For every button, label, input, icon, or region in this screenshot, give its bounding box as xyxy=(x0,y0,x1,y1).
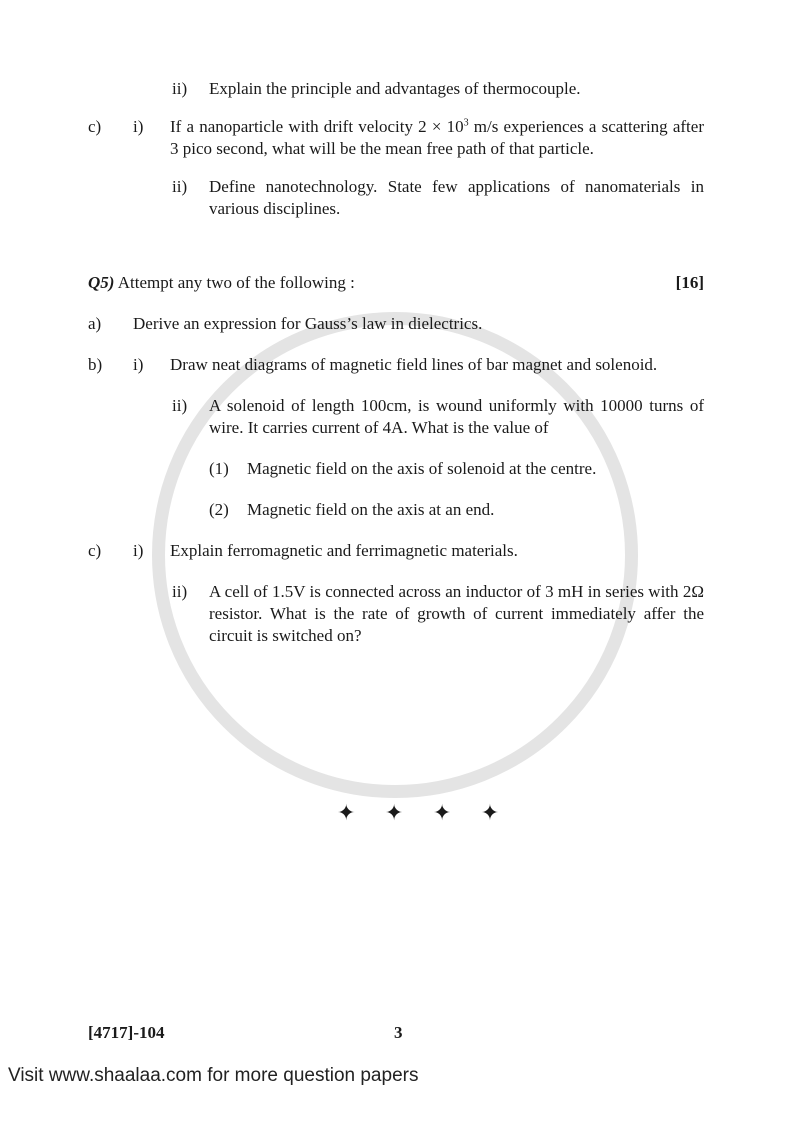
sub-item xyxy=(88,458,704,480)
sub-item-label: (1) xyxy=(209,459,229,478)
item-label: i) xyxy=(133,117,144,136)
item-label: ii) xyxy=(172,177,188,196)
item-label: b) xyxy=(88,355,103,374)
item-label: a) xyxy=(88,314,102,333)
item-label: ii) xyxy=(172,582,188,601)
question-text: Magnetic field on the axis of solenoid at the centre. xyxy=(247,459,597,478)
item-label: c) xyxy=(88,541,102,560)
question-text: Define nanotechnology. State few applications of nanomaterials in various disciplines. xyxy=(209,177,704,218)
item-label: ii) xyxy=(172,79,188,98)
question-item xyxy=(88,78,704,100)
question-text: Draw neat diagrams of magnetic field lines of bar magnet and solenoid. xyxy=(170,355,658,374)
end-stars: ✦ ✦ ✦ ✦ xyxy=(337,800,512,825)
promo-banner[interactable]: Visit www.shaalaa.com for more question papers xyxy=(8,1065,419,1086)
question-marks: [16] xyxy=(675,273,704,292)
item-label: c) xyxy=(88,117,102,136)
question-item xyxy=(88,313,704,335)
question-content xyxy=(88,78,704,647)
page-number: 3 xyxy=(394,1023,403,1042)
question-text: If a nanoparticle with drift velocity $2 \times 10^3$ m/s experiences a scattering after 3 pico second, what will be the mean free path of that particle. xyxy=(170,117,704,158)
question-item xyxy=(88,395,704,439)
question-text: Explain ferromagnetic and ferrimagnetic materials. xyxy=(170,541,518,560)
question-item xyxy=(88,581,704,647)
item-label: ii) xyxy=(172,396,188,415)
question-text: Explain the principle and advantages of thermocouple. xyxy=(209,79,581,98)
question-text: Magnetic field on the axis at an end. xyxy=(247,500,495,519)
question-instruction: Attempt any two of the following : xyxy=(117,273,355,292)
question-number: Q5) xyxy=(88,273,115,292)
sub-item xyxy=(88,499,704,521)
sub-item-label: (2) xyxy=(209,500,229,519)
question-text: Derive an expression for Gauss’s law in dielectrics. xyxy=(133,314,483,333)
paper-code: [4717]-104 xyxy=(88,1023,165,1042)
question-item xyxy=(88,116,704,160)
question-text: A solenoid of length 100cm, is wound uniformly with 10000 turns of wire. It carries current of 4A. What is the value of xyxy=(209,396,704,437)
item-label: i) xyxy=(133,541,144,560)
question-item xyxy=(88,176,704,220)
question-item xyxy=(88,354,704,376)
question-text: A cell of 1.5V is connected across an inductor of 3 mH in series with 2Ω resistor. What is the rate of growth of current immediately affer the circuit is switched on? xyxy=(209,582,704,645)
item-label: i) xyxy=(133,355,144,374)
question-header xyxy=(88,272,704,294)
question-item xyxy=(88,540,704,562)
